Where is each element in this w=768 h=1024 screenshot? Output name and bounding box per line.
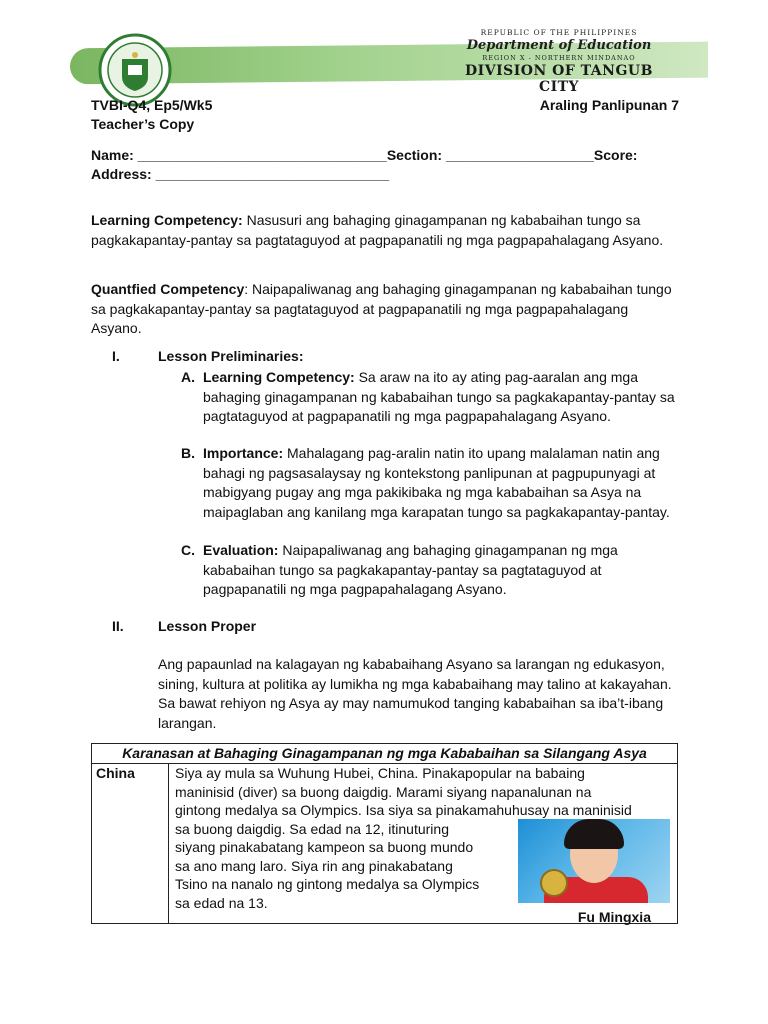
photo-caption: Fu Mingxia (577, 909, 651, 925)
episode-code: TVBI-Q4, Ep5/Wk5 (91, 97, 213, 113)
sub-item-b-letter: B. (181, 445, 195, 461)
sub-item-b-text: Mahalagang pag-aralin natin ito upang malalaman natin ang bahagi ng pagsasalaysay ng kontekstong panlipunan at pagpupunyagi at mabigyang pugay ang mga pakikibaka ng mga kababaihan sa Asya na maipaglaban ang kanilang mga karapatan tungo sa pagkakapantay-pantay. (203, 445, 670, 520)
name-section-score-line[interactable]: Name: ________________________________Section: ___________________Score: (91, 147, 638, 163)
sub-item-a-label: Learning Competency: (203, 369, 355, 385)
table-header: Karanasan at Bahaging Ginagampanan ng mga Kababaihan sa Silangang Asya (92, 744, 678, 764)
quantified-competency (91, 280, 679, 339)
section-1-title: Lesson Preliminaries: (158, 348, 304, 364)
sub-item-c-letter: C. (181, 542, 195, 558)
desc-line: sa edad na 13. (175, 894, 268, 911)
subject-title: Araling Panlipunan 7 (539, 97, 679, 113)
desc-line: siyang pinakabatang kampeon sa buong mundo (175, 839, 474, 855)
header-republic: REPUBLIC OF THE PHILIPPINES (480, 28, 638, 37)
address-line[interactable]: Address: ______________________________ (91, 166, 390, 182)
women-roles-table (91, 743, 678, 924)
lesson-proper-paragraph: Ang papaunlad na kalagayan ng kababaihang Asyano sa larangan ng edukasyon, sining, kultura at politika ay lumikha ng mga kababaihang may talino at kakayahan. Sa bawat rehiyon ng Asya ay may namumukod tanging kababaihan sa iba’t-ibang larangan. (158, 656, 672, 731)
desc-line: sa buong daigdig. Sa edad na 12, itinuturing (175, 820, 449, 837)
copy-type: Teacher’s Copy (91, 116, 195, 132)
section-2-number: II. (112, 618, 124, 634)
sub-item-a (181, 368, 681, 427)
header-department: Department of Education (466, 38, 652, 53)
fu-mingxia-photo (518, 819, 670, 903)
section-1-number: I. (112, 348, 120, 364)
desc-line: gintong medalya sa Olympics. Isa siya sa pinakamahuhusay na maninisid (175, 802, 632, 818)
sub-item-a-letter: A. (181, 369, 195, 385)
desc-line: maninisid (diver) sa buong daigdig. Marami siyang napanalunan na (175, 783, 592, 800)
header-text-block (444, 28, 674, 95)
description-cell (169, 764, 678, 924)
learning-competency-label: Learning Competency: (91, 212, 243, 228)
desc-line: Tsino na nanalo ng gintong medalya sa Olympics (175, 876, 480, 892)
sub-item-a-text: Sa araw na ito ay ating pag-aaralan ang mga bahaging ginagampanan ng kababaihan tungo sa pagkakapantay-pantay sa pagtataguyod at pagpapanatili ng mga pagpapahalagang Asyano. (203, 369, 675, 424)
section-2-title: Lesson Proper (158, 618, 257, 634)
sub-item-b (181, 444, 681, 522)
student-fields (91, 146, 679, 184)
quantified-competency-label: Quantfied Competency (91, 281, 245, 297)
photo-hair (564, 819, 624, 849)
sub-item-b-label: Importance: (203, 445, 284, 461)
sub-item-c (181, 541, 681, 600)
desc-line: sa ano mang laro. Siya rin ang pinakabatang (175, 857, 453, 874)
learning-competency (91, 211, 679, 250)
document-meta (91, 96, 679, 134)
sub-item-c-text: Naipapaliwanag ang bahaging ginagampanan ng mga kababaihan tungo sa pagkakapantay-pantay sa pagtataguyod at pagpapanatili ng mga pagpapahalagang Asyano. (203, 542, 618, 597)
header-division: DIVISION OF TANGUB CITY (465, 63, 653, 95)
deped-header (0, 0, 768, 95)
sub-item-c-label: Evaluation: (203, 542, 279, 558)
learning-competency-text: Nasusuri ang bahaging ginagampanan ng kababaihan tungo sa pagkakapantay-pantay sa pagtataguyod at pagpapanatili ng mga pagpapahalagang Asyano. (91, 212, 664, 248)
gold-medal-icon (540, 869, 568, 897)
quantified-competency-text: : Naipapaliwanag ang bahaging ginagampanan ng kababaihan tungo sa pagkakapantay-pantay sa pagtataguyod at pagpapanatili ng mga pagpapahalagang Asyano. (91, 281, 672, 336)
table-row (92, 764, 678, 924)
country-cell: China (92, 764, 169, 924)
desc-line: Siya ay mula sa Wuhung Hubei, China. Pinakapopular na babaing (175, 765, 585, 781)
header-region: REGION X - NORTHERN MINDANAO (482, 54, 636, 62)
